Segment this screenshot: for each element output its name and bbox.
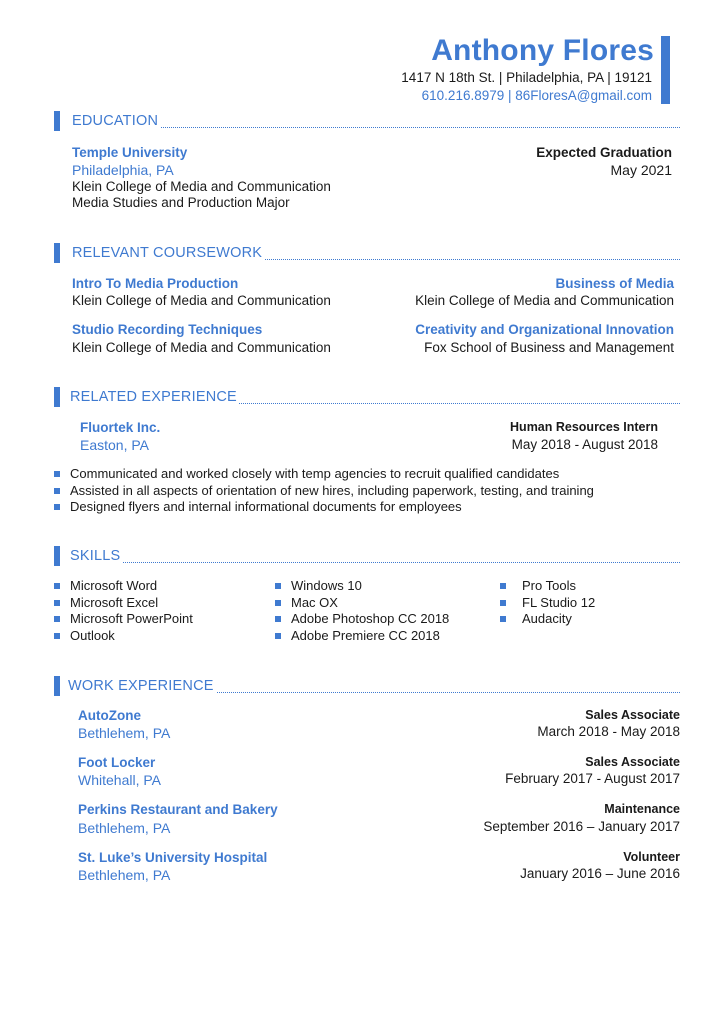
list-item-text: Designed flyers and internal informational documents for employees [70, 499, 462, 514]
company-name: Fluortek Inc. [80, 420, 161, 435]
list-item-text: Microsoft PowerPoint [70, 611, 193, 626]
course-school: Klein College of Media and Communication [72, 293, 331, 308]
company-name: Perkins Restaurant and Bakery [78, 802, 278, 817]
list-item-text: FL Studio 12 [522, 594, 596, 610]
graduation-label: Expected Graduation [536, 145, 672, 160]
course-school: Klein College of Media and Communication [415, 293, 674, 308]
company-name: St. Luke’s University Hospital [78, 850, 268, 865]
list-item-text: Outlook [70, 627, 115, 643]
bullet-icon [500, 600, 506, 606]
job-dates: March 2018 - May 2018 [537, 724, 680, 739]
skills-column-3 [500, 578, 595, 628]
course-school: Fox School of Business and Management [424, 340, 674, 355]
section-title: EDUCATION [72, 113, 159, 129]
course-school: Klein College of Media and Communication [72, 340, 331, 355]
list-item-text: Adobe Photoshop CC 2018 [291, 611, 450, 626]
section-title: RELATED EXPERIENCE [70, 389, 237, 405]
job-role: Human Resources Intern [510, 420, 658, 434]
section-title: RELEVANT COURSEWORK [72, 245, 263, 261]
contact-info[interactable]: 610.216.8979 | 86FloresA@gmail.com [421, 88, 652, 103]
list-item-text: Microsoft Excel [70, 594, 159, 610]
section-title: WORK EXPERIENCE [68, 678, 214, 694]
bullet-icon [54, 504, 60, 510]
bullet-icon [54, 488, 60, 494]
company-location: Easton, PA [80, 437, 150, 453]
company-name: AutoZone [78, 708, 141, 723]
bullet-icon [275, 600, 281, 606]
section-marker [54, 111, 60, 131]
list-item [500, 595, 595, 612]
graduation-date: May 2021 [610, 162, 672, 178]
section-marker [54, 676, 60, 696]
school-name: Temple University [72, 145, 188, 160]
bullet-icon [275, 633, 281, 639]
section-marker [54, 546, 60, 566]
list-item [500, 578, 595, 595]
section-education [54, 111, 680, 131]
bullet-icon [275, 616, 281, 622]
section-skills [54, 546, 680, 566]
list-item-text: Microsoft Word [70, 578, 158, 593]
course-name: Business of Media [555, 276, 674, 291]
resume-name: Anthony Flores [431, 34, 654, 67]
section-rule [72, 127, 680, 128]
job-dates: February 2017 - August 2017 [505, 771, 680, 786]
bullet-icon [500, 583, 506, 589]
section-marker [54, 243, 60, 263]
bullet-icon [54, 583, 60, 589]
list-item [275, 595, 449, 612]
course-name: Studio Recording Techniques [72, 322, 263, 337]
bullet-icon [54, 471, 60, 477]
list-item [54, 483, 594, 500]
skills-column-2 [275, 578, 449, 644]
school-location: Philadelphia, PA [72, 162, 174, 178]
responsibilities-list [54, 466, 594, 516]
job-role: Volunteer [623, 850, 680, 864]
list-item [54, 595, 193, 612]
list-item-text: Adobe Premiere CC 2018 [291, 627, 440, 643]
list-item [275, 628, 449, 645]
course-name: Intro To Media Production [72, 276, 239, 291]
company-location: Whitehall, PA [78, 772, 161, 788]
address: 1417 N 18th St. | Philadelphia, PA | 19121 [401, 70, 652, 85]
company-location: Bethlehem, PA [78, 867, 171, 883]
list-item-text: Assisted in all aspects of orientation of new hires, including paperwork, testing, and training [70, 482, 594, 498]
company-name: Foot Locker [78, 755, 156, 770]
section-rule [70, 562, 680, 563]
bullet-icon [54, 633, 60, 639]
list-item-text: Mac OX [291, 594, 338, 610]
section-related-experience [54, 387, 680, 407]
list-item-text: Windows 10 [291, 578, 362, 593]
bullet-icon [54, 616, 60, 622]
skills-column-1 [54, 578, 193, 644]
course-name: Creativity and Organizational Innovation [415, 322, 674, 337]
list-item-text: Pro Tools [522, 578, 576, 593]
job-dates: May 2018 - August 2018 [511, 437, 658, 452]
company-location: Bethlehem, PA [78, 820, 171, 836]
list-item-text: Communicated and worked closely with temp agencies to recruit qualified candidates [70, 466, 560, 481]
college-name: Klein College of Media and Communication [72, 179, 331, 194]
section-marker [54, 387, 60, 407]
section-coursework [54, 243, 680, 263]
bullet-icon [275, 583, 281, 589]
list-item [54, 611, 193, 628]
list-item [54, 628, 193, 645]
list-item [275, 611, 449, 628]
list-item [54, 466, 594, 483]
list-item [275, 578, 449, 595]
job-role: Maintenance [604, 802, 680, 816]
job-dates: September 2016 – January 2017 [483, 819, 680, 834]
header-accent-bar [661, 36, 670, 104]
bullet-icon [54, 600, 60, 606]
section-title: SKILLS [70, 548, 121, 564]
section-work-experience [54, 676, 680, 696]
bullet-icon [500, 616, 506, 622]
list-item [500, 611, 595, 628]
job-dates: January 2016 – June 2016 [520, 866, 680, 881]
job-role: Sales Associate [585, 708, 680, 722]
list-item [54, 578, 193, 595]
major: Media Studies and Production Major [72, 195, 290, 210]
job-role: Sales Associate [585, 755, 680, 769]
list-item [54, 499, 594, 516]
list-item-text: Audacity [522, 611, 572, 626]
company-location: Bethlehem, PA [78, 725, 171, 741]
